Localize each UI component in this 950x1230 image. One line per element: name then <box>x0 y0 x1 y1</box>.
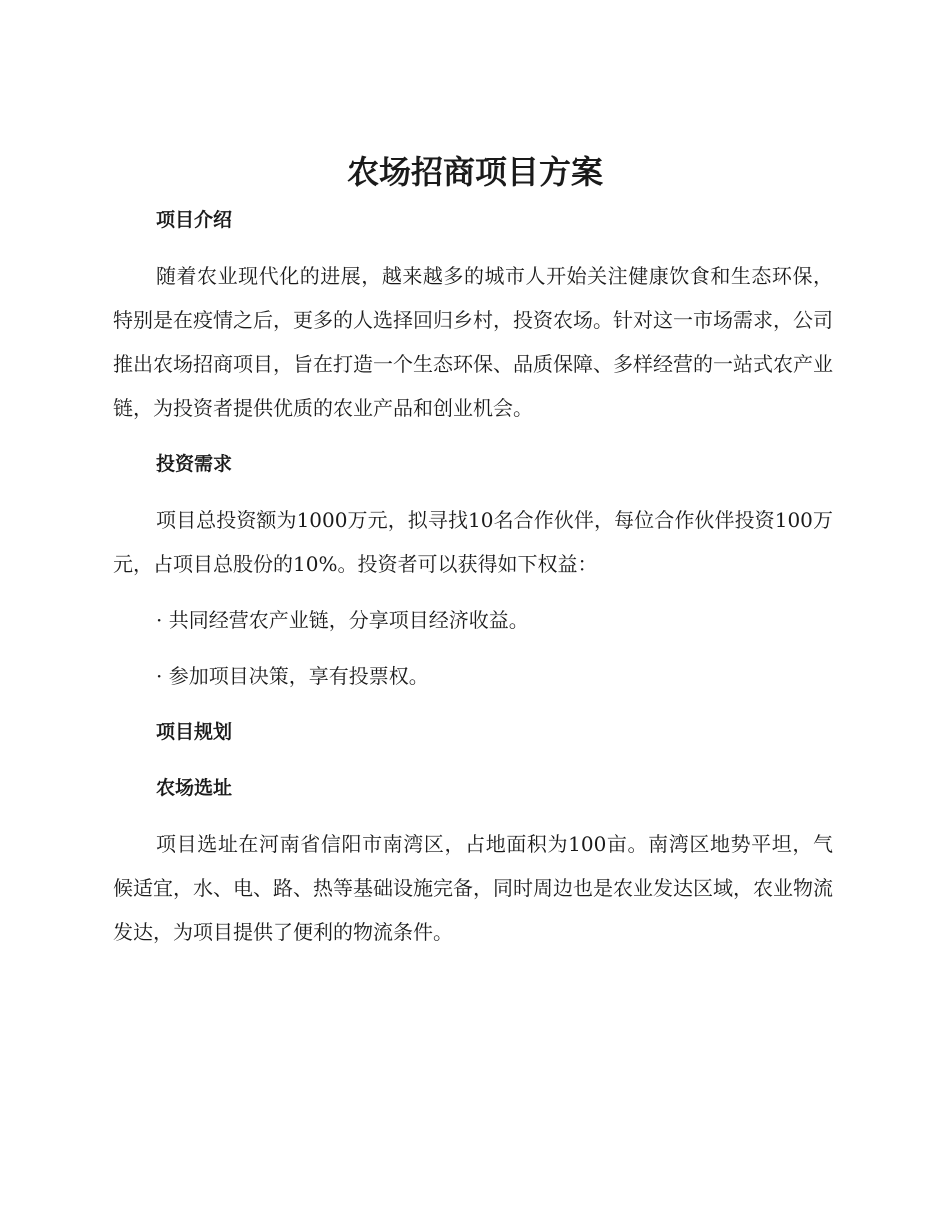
document-body <box>113 198 833 954</box>
section-heading-site: 农场选址 <box>156 777 233 799</box>
investment-benefit-item: · 共同经营农产业链，分享项目经济收益。 <box>156 608 529 632</box>
section-heading-intro: 项目介绍 <box>156 209 233 231</box>
investment-benefit-item: · 参加项目决策，享有投票权。 <box>156 664 429 688</box>
section-heading-investment: 投资需求 <box>156 453 233 475</box>
section-heading-plan: 项目规划 <box>156 721 233 743</box>
site-paragraph: 项目选址在河南省信阳市南湾区，占地面积为100亩。南湾区地势平坦，气候适宜，水、电、路、热等基础设施完备，同时周边也是农业发达区域，农业物流发达，为项目提供了便利的物流条件。 <box>113 832 833 944</box>
document-title: 农场招商项目方案 <box>346 153 603 191</box>
investment-paragraph: 项目总投资额为1000万元，拟寻找10名合作伙伴，每位合作伙伴投资100万元，占项目总股份的10%。投资者可以获得如下权益： <box>113 508 833 576</box>
intro-paragraph: 随着农业现代化的进展，越来越多的城市人开始关注健康饮食和生态环保，特别是在疫情之后，更多的人选择回归乡村，投资农场。针对这一市场需求，公司推出农场招商项目，旨在打造一个生态环保、品质保障、多样经营的一站式农产业链，为投资者提供优质的农业产品和创业机会。 <box>113 264 833 420</box>
